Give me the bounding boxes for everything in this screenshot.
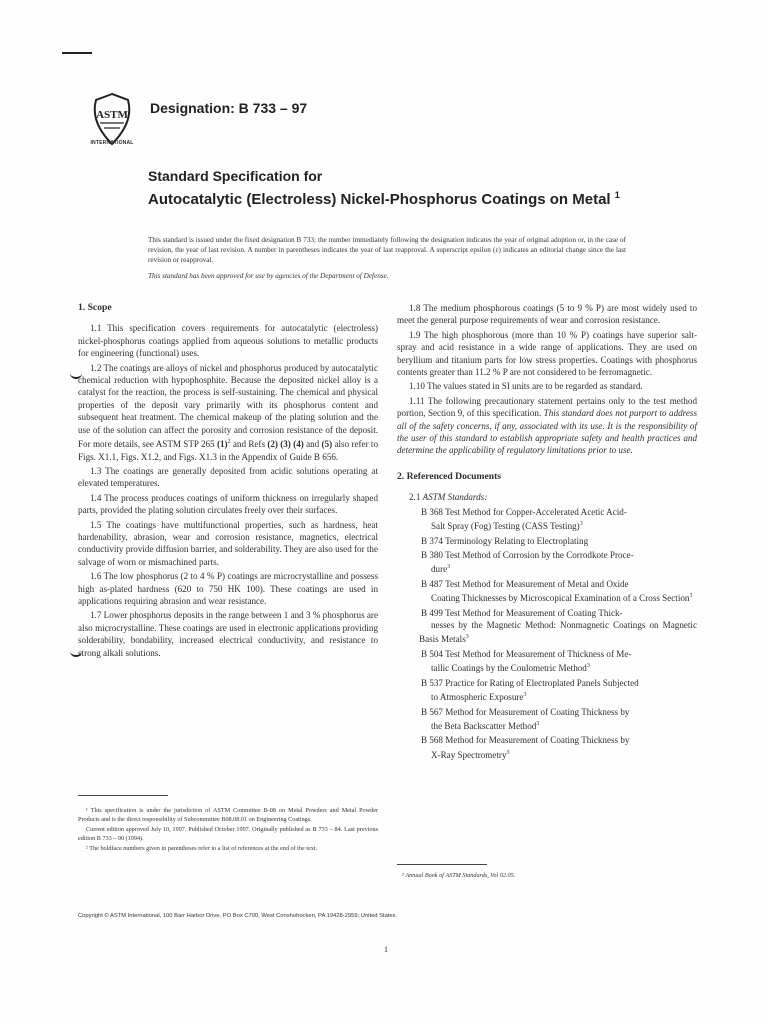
footnote-1: ¹ This specification is under the jurisdiction of ASTM Committee B-08 on Metal Powders and Metal Powder Products and is the direct responsibility of Subcommittee B08.08.01 on Engineering Coatings.: [78, 807, 378, 823]
reference-line-2-text: nesses by the Magnetic Method: Nonmagnetic Coatings on Magnetic Basis Metals: [419, 620, 697, 645]
reference-line-1: B 380 Test Method of Corrosion by the Corrodkote Proce-: [421, 549, 634, 560]
reference-line-1: B 499 Test Method for Measurement of Coating Thick-: [421, 607, 623, 618]
para-1-8: 1.8 The medium phosphorous coatings (5 to 9 % P) are most widely used to meet the general purpose requirements of wear and corrosion resistance.: [397, 303, 697, 326]
intro-note: [148, 235, 626, 287]
reference-item: [397, 734, 697, 761]
reference-line-1: B 568 Method for Measurement of Coating Thickness by: [421, 735, 630, 746]
reference-line-2-text: X-Ray Spectrometry: [431, 749, 507, 760]
para-1-2-text-d: also refer to Figs. X1.1, Figs. X1.2, and Figs. X1.3 in the Appendix of Guide B 656.: [78, 439, 378, 462]
reference-item: [397, 648, 697, 675]
reference-item: [397, 578, 697, 605]
para-1-4: 1.4 The process produces coatings of uniform thickness on irregularly shaped parts, provided the plating solution circulates freely over their surfaces.: [78, 492, 378, 516]
reference-item: [397, 706, 697, 733]
subsection-2-1: [397, 491, 697, 503]
designation: Designation: B 733 – 97: [150, 100, 308, 116]
para-1-3: 1.3 The coatings are generally deposited from acidic solutions operating at elevated temperatures.: [78, 465, 378, 489]
reference-footnote-ref: 3: [447, 564, 451, 571]
logo-caption: INTERNATIONAL: [90, 140, 134, 146]
reference-line-2: [409, 619, 697, 646]
para-1-6: 1.6 The low phosphorus (2 to 4 % P) coatings are microcrystalline and possess high as-plated hardness (620 to 750 HK 100). These coatings are used in applications requiring abrasion and wear resistance.: [78, 571, 378, 606]
reference-footnote-ref: 3: [586, 663, 590, 670]
reference-line-1: B 504 Test Method for Measurement of Thickness of Me-: [421, 648, 632, 659]
footnote-rule-left: [78, 795, 168, 796]
footnote-1b: Current edition approved July 10, 1997. Published October 1997. Originally published as B 733 – 84. Last previous edition B 733 – 90 (1994).: [78, 826, 378, 842]
reference-line-1: B 487 Test Method for Measurement of Metal and Oxide: [421, 578, 629, 589]
safety-statement: This standard does not purport to address all of the safety concerns, if any, associated with its use. It is the responsibility of the user of this standard to establish appropriate safety and health practices and determine the applicability of regulatory limitations prior to use.: [397, 408, 697, 456]
section-1-heading: 1. Scope: [78, 302, 112, 313]
reference-line-2: [409, 660, 697, 674]
reference-item: [397, 535, 697, 547]
para-1-11: [397, 395, 697, 457]
footnote-3: [402, 872, 515, 879]
para-1-7: 1.7 Lower phosphorus deposits in the range between 1 and 3 % phosphorus are also microcrystalline. These coatings are used in electronic applications providing solderability, bondability, increased electrical conductivity, and resistance to strong alkali solutions.: [78, 610, 378, 658]
reference-line-1: B 374 Terminology Relating to Electroplating: [421, 535, 589, 546]
intro-para-1: This standard is issued under the fixed designation B 733; the number immediately following the designation indicates the year of original adoption or, in the case of revision, the year of last revision. A number in parentheses indicates the year of last reapproval. A superscript epsilon (ε) indicates an editorial change since the last revision or reapproval.: [148, 236, 626, 264]
para-1-10: 1.10 The values stated in SI units are to be regarded as standard.: [409, 381, 643, 392]
footnotes-left: [78, 807, 378, 856]
para-1-2-text-c: and: [303, 439, 322, 450]
reference-line-2-text: Salt Spray (Fog) Testing (CASS Testing): [431, 521, 580, 532]
subsection-2-1-number: 2.1: [409, 492, 423, 503]
reference-item: [397, 677, 697, 704]
reference-line-2: [409, 747, 697, 761]
page-number: 1: [384, 945, 388, 954]
reference-line-2: [409, 561, 697, 575]
reference-line-2: [409, 590, 697, 604]
reference-line-1: B 537 Practice for Rating of Electroplated Panels Subjected: [421, 677, 639, 688]
para-1-2-text-b: and Refs: [230, 439, 268, 450]
reference-footnote-ref: 3: [506, 749, 510, 756]
reference-footnote-ref: 3: [689, 593, 693, 600]
footnote-3-text: Annual Book of ASTM Standards, Vol 02.05.: [405, 872, 516, 879]
right-column: [397, 302, 697, 763]
reference-footnote-ref: 3: [536, 720, 540, 727]
reference-line-1: B 368 Test Method for Copper-Accelerated Acetic Acid-: [421, 506, 627, 517]
ref-5: (5): [321, 439, 333, 450]
reference-item: [397, 549, 697, 576]
ref-1: (1): [216, 439, 228, 450]
footnote-rule-right: [397, 864, 487, 865]
subsection-2-1-title: ASTM Standards:: [422, 492, 488, 503]
footnote-ref-2: 2: [227, 439, 231, 446]
para-1-2-text-a: 1.2 The coatings are alloys of nickel and phosphorus produced by autocatalytic chemical reduction with hypophosphite. Because the deposited nickel alloy is a catalyst for the reaction, the process is self-sustaining. The chemical and physical properties of the deposit vary primarily with its phosphorus content and subsequent heat treatment. The chemical makeup of the plating solution and the use of the solution can affect the porosity and corrosion resistance of the deposit. For more details, see ASTM STP 265: [78, 362, 378, 450]
para-1-1: 1.1 This specification covers requirements for autocatalytic (electroless) nickel-phosphorus coatings applied from aqueous solutions to metallic products for engineering (functional) uses.: [78, 323, 378, 359]
reference-footnote-ref: 3: [523, 692, 527, 699]
title-block: [148, 168, 628, 209]
refs-2-4: (2) (3) (4): [267, 439, 304, 450]
reference-footnote-ref: 3: [465, 634, 469, 641]
reference-footnote-ref: 3: [579, 521, 583, 528]
reference-line-2: [409, 689, 697, 703]
reference-list: [397, 506, 697, 762]
reference-line-2: [409, 718, 697, 732]
left-column: [78, 302, 378, 661]
logo-text: ASTM: [96, 109, 128, 121]
reference-item: [397, 607, 697, 646]
intro-para-2: This standard has been approved for use by agencies of the Department of Defense.: [148, 272, 389, 280]
copyright-line: Copyright © ASTM International, 100 Barr Harbor Drive, PO Box C700, West Conshohocken, PA 19428-2959, United States.: [78, 913, 398, 919]
margin-mark-top: [62, 52, 92, 54]
reference-line-2-text: the Beta Backscatter Method: [431, 721, 537, 731]
reference-line-1: B 567 Method for Measurement of Coating Thickness by: [421, 706, 630, 717]
reference-item: [397, 506, 697, 533]
footnote-2: ² The boldface numbers given in parentheses refer to a list of references at the end of the text.: [86, 845, 318, 853]
title-main: [148, 186, 628, 209]
reference-line-2: [409, 518, 697, 532]
para-1-2: [78, 362, 378, 463]
footnote-3-number: ³: [402, 872, 406, 879]
reference-line-2-text: to Atmospheric Exposure: [431, 692, 524, 703]
section-2-heading: 2. Referenced Documents: [397, 470, 501, 482]
para-1-11-text: 1.11 The following precautionary statement pertains only to the test method portion, Section 9, of this specification.: [397, 395, 697, 419]
title-line1: Standard Specification for: [148, 168, 323, 184]
reference-line-2-text: dure: [431, 564, 448, 575]
title-footnote-ref: 1: [614, 190, 620, 200]
para-1-5: 1.5 The coatings have multifunctional properties, such as hardness, heat hardenability, abrasion, wear and corrosion resistance, magnetics, electrical conductivity provide diffusion barrier, and solderability. They are also used for the salvage of worn or mismachined parts.: [78, 519, 378, 567]
title-line2: Autocatalytic (Electroless) Nickel-Phosphorus Coatings on Metal: [148, 191, 611, 208]
reference-line-2-text: Coating Thicknesses by Microscopical Examination of a Cross Section: [431, 593, 690, 604]
reference-line-2-text: tallic Coatings by the Coulometric Method: [431, 663, 587, 674]
para-1-9: 1.9 The high phosphorous (more than 10 % P) coatings have superior salt-spray and acid resistance in a wide range of applications. They are used on beryllium and titanium parts for low stress properties. Coatings with phosphorus contents greater than 11.2 % P are not considered to be ferromagnetic.: [397, 329, 697, 378]
